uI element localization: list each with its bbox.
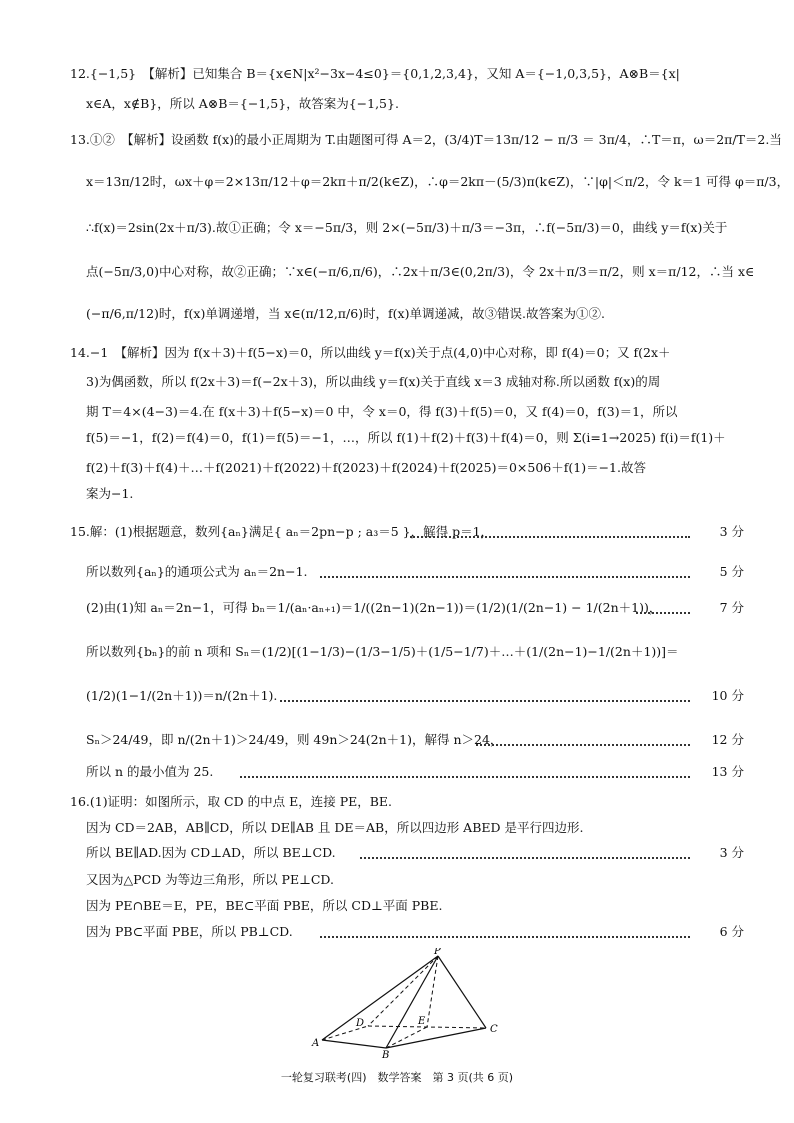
q15-line-1: 15.解：(1)根据题意，数列{aₙ}满足{ aₙ＝2pn−p ; a₃＝5 }，解得 p＝1， [70, 524, 494, 539]
q13-line-1: 13.①② 【解析】设函数 f(x)的最小正周期为 T.由题图可得 A＝2，(3/4)T＝13π/12 − π/3 ＝ 3π/4，∴T＝π，ω＝2π/T＝2.当 [70, 132, 782, 147]
label-D: D [356, 1018, 365, 1029]
q15-line-7: 所以 n 的最小值为 25. [86, 764, 214, 779]
edge-AB [322, 1040, 386, 1048]
q15-points-4: 10 分 [711, 688, 744, 703]
q16-line-1: 16.(1)证明：如图所示，取 CD 的中点 E，连接 PE，BE. [70, 794, 393, 809]
edge-BC [386, 1028, 486, 1048]
q15-line-3: (2)由(1)知 aₙ＝2n−1，可得 bₙ＝1/(aₙ·aₙ₊₁)＝1/((2n−1)(2n−1))＝(1/2)(1/(2n−1) − 1/(2n＋1))， [86, 600, 662, 615]
q14-line-1: 14.−1 【解析】因为 f(x＋3)＋f(5−x)＝0，所以曲线 y＝f(x)关于点(4,0)中心对称，即 f(4)＝0；又 f(2x＋ [70, 345, 671, 360]
q14-line-6: 案为−1. [86, 486, 134, 501]
q16-points-1: 3 分 [719, 845, 744, 860]
q15-leader-1 [410, 536, 690, 538]
pyramid-figure [310, 948, 510, 1058]
q15-points-2: 5 分 [719, 564, 744, 579]
q14-line-5: f(2)＋f(3)＋f(4)＋…＋f(2021)＋f(2022)＋f(2023)＋f(2024)＋f(2025)＝0×506＋f(1)＝−1.故答 [86, 460, 646, 475]
q16-line-3: 所以 BE∥AD.因为 CD⊥AD，所以 BE⊥CD. [86, 845, 336, 860]
q12-line-2: x∈A，x∉B}，所以 A⊗B＝{−1,5}，故答案为{−1,5}. [86, 96, 399, 111]
q15-leader-2 [320, 576, 690, 578]
label-A: A [312, 1038, 320, 1049]
q15-points-6: 13 分 [711, 764, 744, 779]
q16-line-5: 因为 PE∩BE＝E，PE，BE⊂平面 PBE，所以 CD⊥平面 PBE. [86, 898, 443, 913]
q15-leader-4 [280, 700, 690, 702]
q15-points-1: 3 分 [719, 524, 744, 539]
q15-points-3: 7 分 [719, 600, 744, 615]
q13-line-5: (−π/6,π/12)时，f(x)单调递增，当 x∈(π/12,π/6)时，f(x)单调递减，故③错误.故答案为①②. [86, 306, 605, 321]
q16-leader-2 [320, 936, 690, 938]
label-P: P [434, 948, 441, 957]
q13-line-2: x＝13π/12时，ωx＋φ＝2×13π/12＋φ＝2kπ＋π/2(k∈Z)，∴φ＝2kπ－(5/3)π(k∈Z)，∵|φ|＜π/2，令 k＝1 可得 φ＝π/3， [86, 174, 790, 189]
q15-line-6: Sₙ＞24/49，即 n/(2n＋1)＞24/49，则 49n＞24(2n＋1)，解得 n＞24， [86, 732, 503, 747]
q15-leader-5 [476, 744, 690, 746]
q15-leader-3 [636, 612, 690, 614]
q15-leader-6 [240, 776, 690, 778]
q15-points-5: 12 分 [711, 732, 744, 747]
q16-leader-1 [360, 857, 690, 859]
q13-line-4: 点(−5π/3,0)中心对称，故②正确；∵x∈(−π/6,π/6)，∴2x＋π/3∈(0,2π/3)，令 2x＋π/3＝π/2，则 x＝π/12，∴当 x∈ [86, 264, 755, 279]
edge-PA [322, 956, 438, 1040]
q15-line-5: (1/2)(1−1/(2n＋1))＝n/(2n＋1). [86, 688, 278, 703]
q14-line-3: 期 T＝4×(4−3)＝4.在 f(x＋3)＋f(5−x)＝0 中，令 x＝0，得 f(3)＋f(5)＝0，又 f(4)＝0，f(3)＝1，所以 [86, 404, 678, 419]
q13-line-3: ∴f(x)＝2sin(2x＋π/3).故①正确；令 x＝−5π/3，则 2×(−5π/3)＋π/3＝−3π，∴f(−5π/3)＝0，曲线 y＝f(x)关于 [86, 220, 728, 235]
q12-line-1: 12.{−1,5} 【解析】已知集合 B＝{x∈N|x²−3x−4≤0}＝{0,1,2,3,4}，又知 A＝{−1,0,3,5}，A⊗B＝{x| [70, 66, 680, 81]
q14-line-2: 3)为偶函数，所以 f(2x＋3)＝f(−2x＋3)，所以曲线 y＝f(x)关于直线 x＝3 成轴对称.所以函数 f(x)的周 [86, 374, 661, 389]
q16-line-6: 因为 PB⊂平面 PBE，所以 PB⊥CD. [86, 924, 293, 939]
page-footer: 一轮复习联考(四) 数学答案 第 3 页(共 6 页) [280, 1071, 514, 1084]
label-B: B [382, 1050, 390, 1058]
q16-line-4: 又因为△PCD 为等边三角形，所以 PE⊥CD. [86, 872, 334, 887]
q15-line-2: 所以数列{aₙ}的通项公式为 aₙ＝2n−1. [86, 564, 308, 579]
edge-PD [368, 956, 438, 1026]
q14-line-4: f(5)＝−1，f(2)＝f(4)＝0，f(1)＝f(5)＝−1，…，所以 f(1)＋f(2)＋f(3)＋f(4)＝0，则 Σ(i=1→2025) f(i)＝f(1)＋ [86, 430, 726, 445]
edge-PC [438, 956, 486, 1028]
label-C: C [490, 1024, 498, 1035]
label-E: E [418, 1016, 426, 1027]
q15-line-4: 所以数列{bₙ}的前 n 项和 Sₙ＝(1/2)[(1−1/3)−(1/3−1/5)＋(1/5−1/7)＋…＋(1/(2n−1)−1/(2n＋1))]＝ [86, 644, 679, 659]
q16-points-2: 6 分 [719, 924, 744, 939]
q16-line-2: 因为 CD＝2AB，AB∥CD，所以 DE∥AB 且 DE＝AB，所以四边形 ABED 是平行四边形. [86, 820, 584, 835]
